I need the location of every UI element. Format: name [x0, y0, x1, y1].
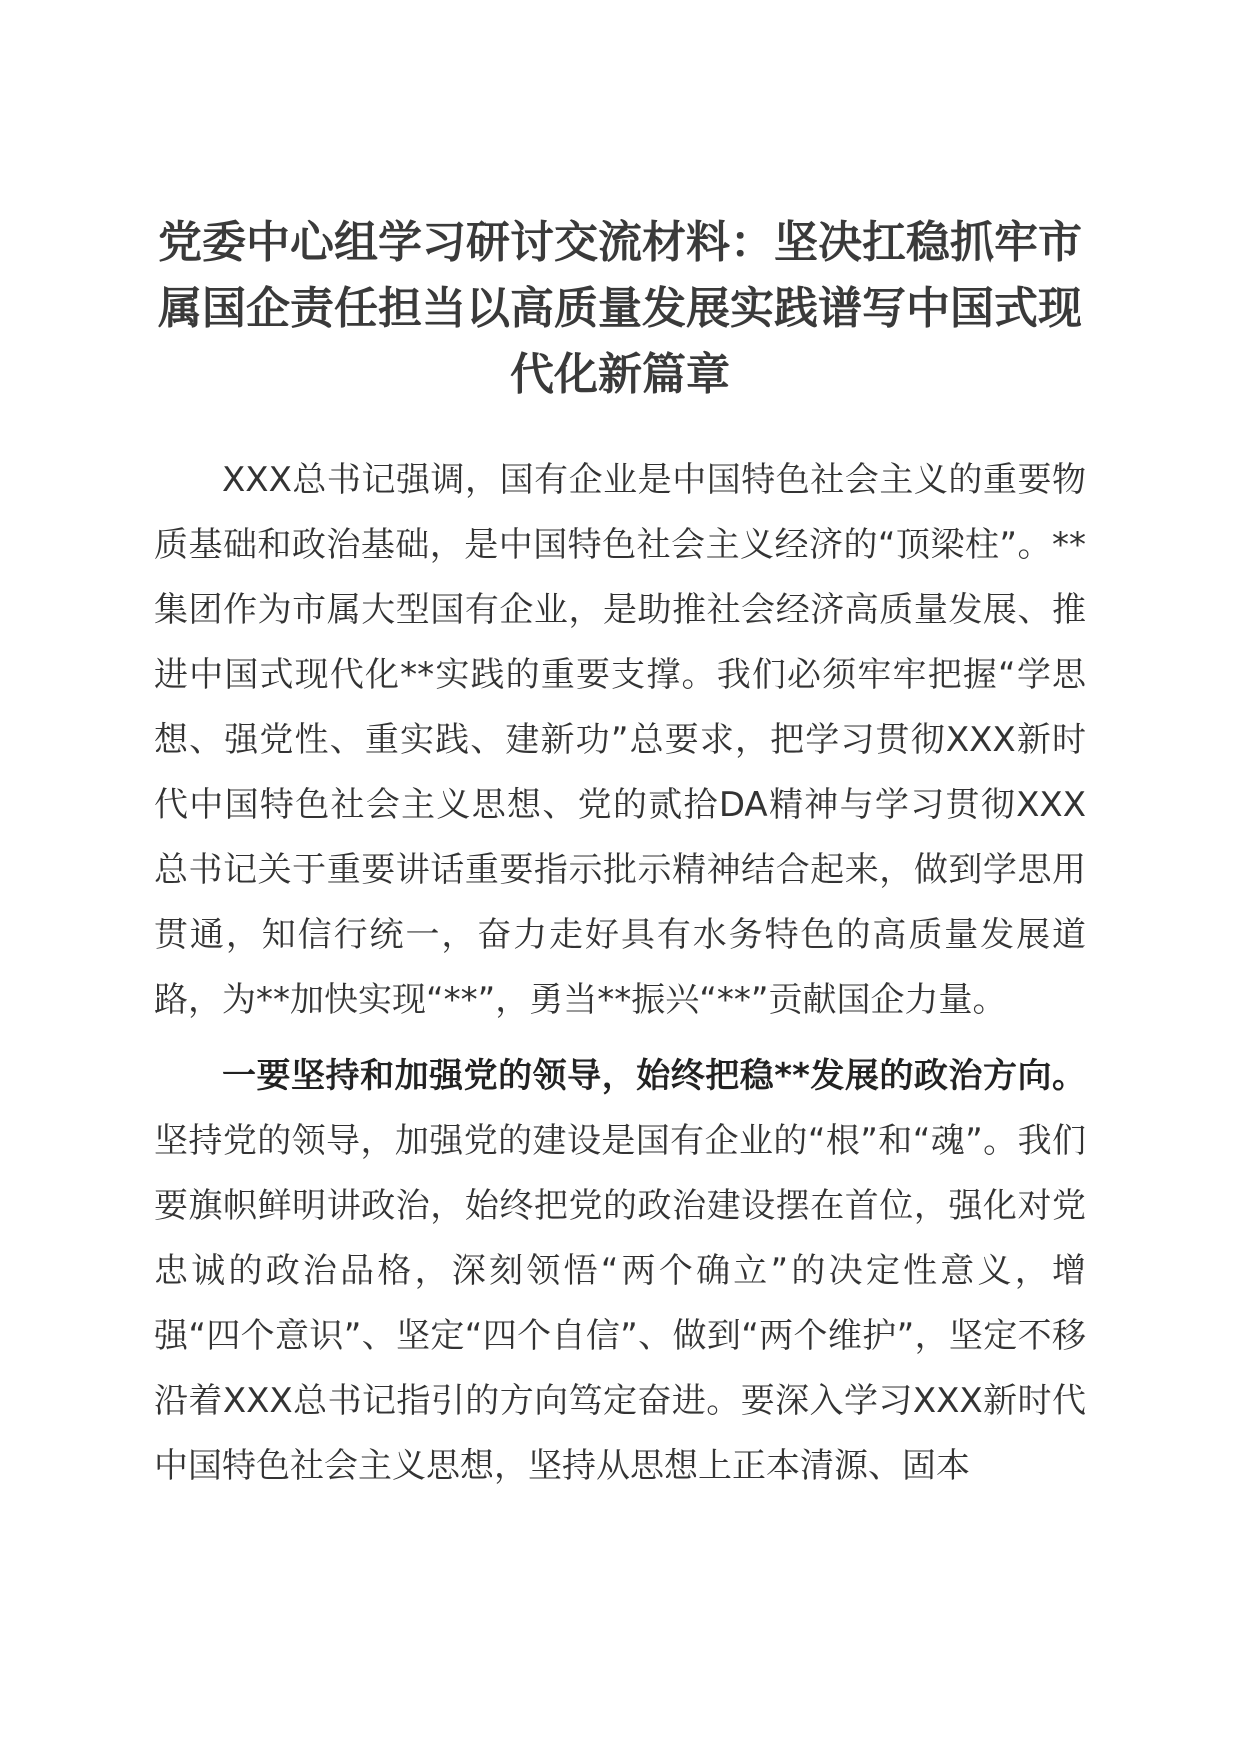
document-body — [154, 448, 1086, 1499]
paragraph-2-text: 坚持党的领导，加强党的建设是国有企业的“根”和“魂”。我们要旗帜鲜明讲政治，始终把党的政治建设摆在首位，强化对党忠诚的政治品格，深刻领悟“两个确立”的决定性意义，增强“四个意识”、坚定“四个自信”、做到“两个维护”，坚定不移沿着XXX总书记指引的方向笃定奋进。要深入学习XXX新时代中国特色社会主义思想，坚持从思想上正本清源、固本 — [154, 1121, 1086, 1486]
document-title: 党委中心组学习研讨交流材料：坚决扛稳抓牢市属国企责任担当以高质量发展实践谱写中国式现代化新篇章 — [158, 217, 1082, 400]
body-paragraph-1 — [154, 448, 1086, 1033]
body-paragraph-2 — [154, 1044, 1086, 1499]
paragraph-2-lead: 一要坚持和加强党的领导，始终把稳**发展的政治方向。 — [222, 1056, 1086, 1096]
paragraph-1-text: XXX总书记强调，国有企业是中国特色社会主义的重要物质基础和政治基础，是中国特色社会主义经济的“顶梁柱”。**集团作为市属大型国有企业，是助推社会经济高质量发展、推进中国式现代化**实践的重要支撑。我们必须牢牢把握“学思想、强党性、重实践、建新功”总要求，把学习贯彻XXX新时代中国特色社会主义思想、党的贰拾DA精神与学习贯彻XXX总书记关于重要讲话重要指示批示精神结合起来，做到学思用贯通，知信行统一，奋力走好具有水务特色的高质量发展道路，为**加快实现“**”，勇当**振兴“**”贡献国企力量。 — [154, 460, 1086, 1020]
